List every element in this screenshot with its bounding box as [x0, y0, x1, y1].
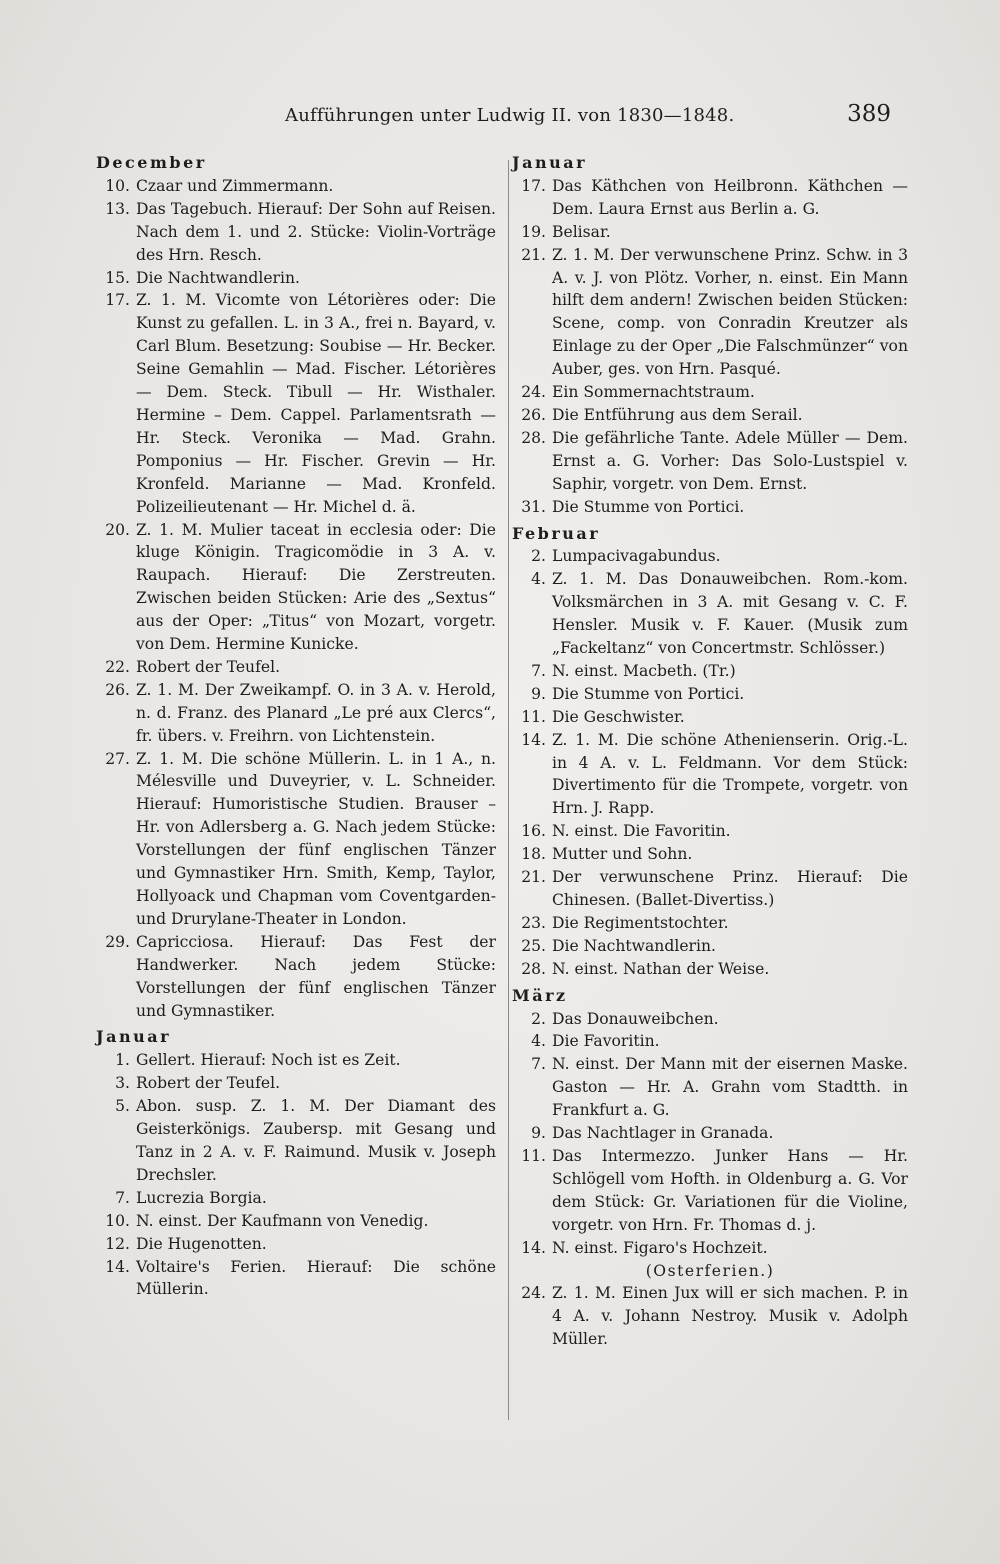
performance-entry: [512, 381, 908, 404]
performance-entry: [96, 1095, 496, 1187]
entry-text: Ein Sommernachtstraum.: [552, 383, 755, 402]
entry-text: Voltaire's Ferien. Hierauf: Die schöne Müllerin.: [136, 1257, 496, 1299]
performance-entry: [512, 1145, 908, 1237]
performance-entry: [512, 221, 908, 244]
month-heading: März: [512, 985, 568, 1005]
performance-entry: [512, 1282, 908, 1351]
right-column: [512, 152, 908, 1351]
entry-date: 29.: [105, 932, 130, 951]
month-heading: Januar: [96, 1027, 171, 1047]
entry-text: N. einst. Der Kaufmann von Venedig.: [136, 1211, 429, 1230]
performance-entry: [512, 175, 908, 221]
entry-date: 11.: [521, 1146, 546, 1165]
entry-text: Der verwunschene Prinz. Hierauf: Die Chinesen. (Ballet-Divertiss.): [552, 868, 908, 909]
entry-date: 21.: [521, 868, 546, 887]
entry-text: Z. 1. M. Mulier taceat in ecclesia oder: Die kluge Königin. Tragicomödie in 3 A. v. Raupach. Hierauf: Die Zerstreuten. Zwischen beiden Stücken: Arie des „Sextus“ aus der Oper: „Titus“ von Mozart, vorgetr. von Dem. Hermine Kunicke.: [136, 520, 496, 654]
performance-entry: [96, 656, 496, 679]
entry-date: 4.: [531, 1032, 546, 1051]
entry-text: N. einst. Nathan der Weise.: [552, 959, 770, 978]
entry-text: Gellert. Hierauf: Noch ist es Zeit.: [136, 1051, 401, 1070]
entry-text: Die Stumme von Portici.: [552, 684, 745, 703]
entry-text: Das Tagebuch. Hierauf: Der Sohn auf Reisen. Nach dem 1. und 2. Stücke: Violin-Vorträge des Hrn. Resch.: [136, 199, 496, 264]
entry-text: Abon. susp. Z. 1. M. Der Diamant des Geisterkönigs. Zaubersp. mit Gesang und Tanz in 2 A. v. F. Raimund. Musik v. Joseph Drechsler.: [136, 1097, 496, 1184]
column-divider: [508, 160, 509, 1420]
performance-entry: [512, 706, 908, 729]
performance-entry: [96, 748, 496, 931]
entry-text: Das Käthchen von Heilbronn. Käthchen — Dem. Laura Ernst aus Berlin a. G.: [552, 176, 908, 218]
entry-date: 26.: [521, 405, 546, 424]
entry-text: Czaar und Zimmermann.: [136, 176, 334, 195]
performance-entry: [512, 427, 908, 496]
entry-date: 10.: [105, 1211, 130, 1230]
entry-text: Lucrezia Borgia.: [136, 1188, 267, 1207]
performance-entry: [96, 1187, 496, 1210]
entry-text: Robert der Teufel.: [136, 1074, 281, 1093]
entry-text: Die Favoritin.: [552, 1032, 660, 1051]
performance-entry: [512, 843, 908, 866]
entry-date: 1.: [115, 1051, 130, 1070]
performance-entry: [512, 660, 908, 683]
entry-date: 17.: [521, 176, 546, 195]
performance-entry: [512, 1053, 908, 1122]
entry-date: 25.: [521, 936, 546, 955]
entry-date: 28.: [521, 959, 546, 978]
entry-text: Robert der Teufel.: [136, 657, 281, 676]
performance-entry: [96, 267, 496, 290]
entry-text: Die Nachtwandlerin.: [552, 936, 716, 955]
performance-entry: [96, 1233, 496, 1256]
entry-date: 17.: [105, 291, 130, 310]
entry-text: Die Stumme von Portici.: [552, 497, 745, 516]
performance-entry: [512, 935, 908, 958]
entry-date: 4.: [531, 570, 546, 589]
entry-date: 22.: [105, 657, 130, 676]
entry-text: Die Nachtwandlerin.: [136, 268, 300, 287]
performance-entry: [512, 683, 908, 706]
entry-date: 7.: [115, 1188, 130, 1207]
entry-date: 27.: [105, 749, 130, 768]
month-heading: Januar: [512, 153, 587, 172]
left-column: [96, 152, 496, 1301]
entry-date: 21.: [521, 245, 546, 264]
entry-text: Z. 1. M. Die schöne Müllerin. L. in 1 A., n. Mélesville und Duveyrier, v. L. Schneider. Hierauf: Humoristische Studien. Brauser – Hr. von Adlersberg a. G. Nach jedem Stücke: Vorstellungen der fünf englischen Tänzer und Gymnastiker Hrn. Smith, Kemp, Taylor, Hollyoack und Chapman vom Coventgarden- und Drurylane-Theater in London.: [136, 749, 496, 928]
performance-entry: [512, 404, 908, 427]
entry-date: 9.: [531, 1124, 546, 1143]
entry-text: Z. 1. M. Das Donauweibchen. Rom.-kom. Volksmärchen in 3 A. mit Gesang v. C. F. Hensler. Musik v. F. Kauer. (Musik zum „Fackeltanz“ von Concertmstr. Schlösser.): [552, 570, 908, 658]
entry-date: 10.: [105, 176, 130, 195]
entry-date: 24.: [521, 1284, 546, 1303]
performance-entry: [96, 1210, 496, 1233]
entry-date: 14.: [521, 1238, 546, 1257]
section-note: (Osterferien.): [645, 1261, 775, 1280]
entry-text: Lumpacivagabundus.: [552, 547, 721, 566]
performance-entry: [96, 1049, 496, 1072]
entry-date: 9.: [531, 684, 546, 703]
performance-entry: [96, 679, 496, 748]
entry-text: Z. 1. M. Vicomte von Létorières oder: Die Kunst zu gefallen. L. in 3 A., frei n. Bayard, v. Carl Blum. Besetzung: Soubise — Hr. Becker. Seine Gemahlin — Mad. Fischer. Létorières — Dem. Steck. Tibull — Hr. Wisthaler. Hermine – Dem. Cappel. Parlamentsrath — Hr. Steck. Veronika — Mad. Grahn. Pomponius — Hr. Fischer. Grevin — Hr. Kronfeld. Marianne — Mad. Kronfeld. Polizeilieutenant — Hr. Michel d. ä.: [136, 291, 496, 516]
entry-date: 13.: [105, 199, 130, 218]
entry-text: Die Regimentstochter.: [552, 913, 729, 932]
performance-entry: [96, 1072, 496, 1095]
entry-date: 16.: [521, 822, 546, 841]
entry-text: N. einst. Macbeth. (Tr.): [552, 661, 736, 680]
entry-date: 7.: [531, 1055, 546, 1074]
performance-entry: [512, 958, 908, 981]
entry-date: 12.: [105, 1234, 130, 1253]
performance-entry: [96, 1256, 496, 1302]
entry-date: 24.: [521, 383, 546, 402]
entry-date: 14.: [105, 1257, 130, 1276]
performance-entry: [512, 820, 908, 843]
entry-text: Das Intermezzo. Junker Hans — Hr. Schlögell vom Hofth. in Oldenburg a. G. Vor dem Stück: Gr. Variationen für die Violine, vorgetr. von Hrn. Fr. Thomas d. j.: [552, 1146, 908, 1234]
entry-text: N. einst. Die Favoritin.: [552, 822, 731, 841]
entry-text: Das Donauweibchen.: [552, 1009, 719, 1028]
entry-text: Belisar.: [552, 222, 611, 241]
running-title: Aufführungen unter Ludwig II. von 1830—1848.: [285, 105, 735, 126]
entry-text: Die Geschwister.: [552, 707, 685, 726]
performance-entry: [96, 289, 496, 518]
entry-date: 7.: [531, 661, 546, 680]
entry-date: 31.: [521, 497, 546, 516]
entry-date: 28.: [521, 428, 546, 447]
performance-entry: [512, 1237, 908, 1260]
entry-date: 26.: [105, 680, 130, 699]
month-heading: Februar: [512, 523, 601, 543]
performance-entry: [512, 1008, 908, 1031]
performance-entry: [96, 198, 496, 267]
page-number: 389: [847, 101, 891, 127]
entry-text: Capricciosa. Hierauf: Das Fest der Handwerker. Nach jedem Stücke: Vorstellungen der fünf englischen Tänzer und Gymnastiker.: [136, 932, 496, 1020]
entry-text: Z. 1. M. Einen Jux will er sich machen. P. in 4 A. v. Johann Nestroy. Musik v. Adolph Müller.: [552, 1284, 908, 1349]
entry-date: 18.: [521, 845, 546, 864]
entry-date: 14.: [521, 730, 546, 749]
entry-date: 19.: [521, 222, 546, 241]
entry-text: N. einst. Der Mann mit der eisernen Maske. Gaston — Hr. A. Grahn vom Stadtth. in Frankfurt a. G.: [552, 1055, 908, 1120]
entry-date: 5.: [115, 1097, 130, 1116]
performance-entry: [512, 568, 908, 660]
performance-entry: [512, 496, 908, 519]
entry-text: Z. 1. M. Der Zweikampf. O. in 3 A. v. Herold, n. d. Franz. des Planard „Le pré aux Clercs“, fr. übers. v. Freihrn. von Lichtenstein.: [136, 680, 496, 745]
entry-text: Z. 1. M. Die schöne Athenienserin. Orig.-L. in 4 A. v. L. Feldmann. Vor dem Stück: Divertimento für die Trompete, vorgetr. von Hrn. J. Rapp.: [552, 730, 908, 818]
entry-text: Die Entführung aus dem Serail.: [552, 405, 803, 424]
running-header: [95, 101, 895, 135]
performance-entry: [512, 912, 908, 935]
entry-date: 2.: [531, 547, 546, 566]
entry-text: N. einst. Figaro's Hochzeit.: [552, 1238, 768, 1257]
performance-entry: [96, 931, 496, 1023]
entry-text: Die gefährliche Tante. Adele Müller — Dem. Ernst a. G. Vorher: Das Solo-Lustspiel v. Saphir, vorgetr. von Dem. Ernst.: [552, 428, 908, 493]
performance-entry: [512, 545, 908, 568]
entry-date: 23.: [521, 913, 546, 932]
entry-date: 15.: [105, 268, 130, 287]
entry-text: Die Hugenotten.: [136, 1234, 267, 1253]
performance-entry: [96, 175, 496, 198]
performance-entry: [512, 866, 908, 912]
entry-date: 2.: [531, 1009, 546, 1028]
month-heading: December: [96, 153, 207, 172]
performance-entry: [96, 519, 496, 656]
performance-entry: [512, 244, 908, 381]
entry-date: 20.: [105, 520, 130, 539]
entry-date: 11.: [521, 707, 546, 726]
entry-text: Das Nachtlager in Granada.: [552, 1124, 774, 1143]
performance-entry: [512, 1122, 908, 1145]
performance-entry: [512, 1030, 908, 1053]
entry-date: 3.: [115, 1074, 130, 1093]
entry-text: Z. 1. M. Der verwunschene Prinz. Schw. in 3 A. v. J. von Plötz. Vorher, n. einst. Ein Mann hilft dem andern! Zwischen beiden Stücken: Scene, comp. von Conradin Kreutzer als Einlage zu der Oper „Die Falschmünzer“ von Auber, ges. von Hrn. Pasqué.: [552, 245, 908, 379]
entry-text: Mutter und Sohn.: [552, 845, 693, 864]
performance-entry: [512, 729, 908, 821]
